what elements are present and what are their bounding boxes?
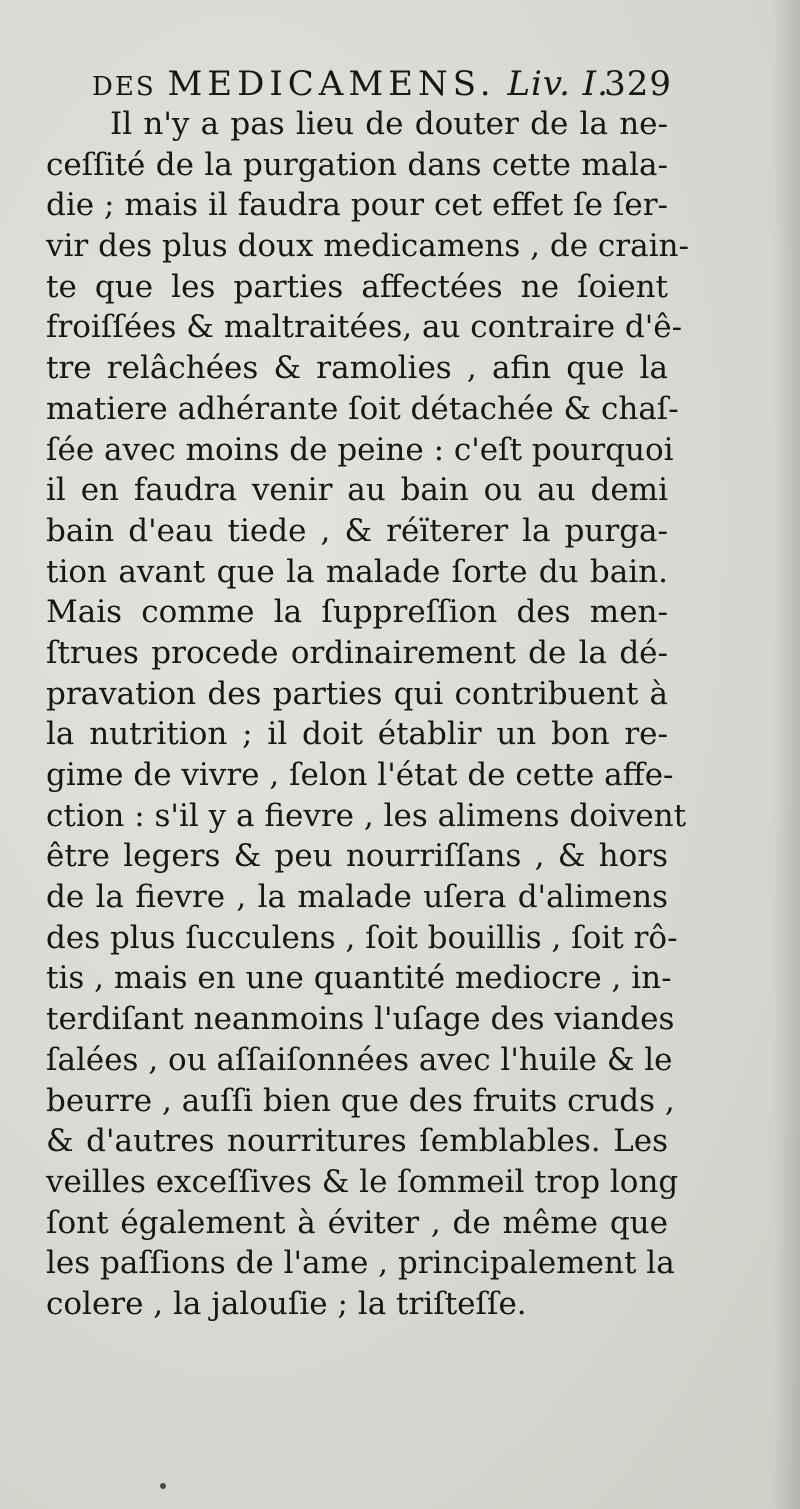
text-line: Il n'y a pas lieu de douter de la ne- <box>110 106 668 142</box>
running-head <box>92 64 672 104</box>
text-line: & d'autres nourritures ſemblables. Les <box>46 1123 668 1160</box>
running-head-title: MEDICAMENS. <box>167 64 496 104</box>
text-line: il en faudra venir au bain ou au demi <box>46 472 668 509</box>
text-line: Mais comme la ſuppreſſion des men- <box>46 594 668 631</box>
text-line: veilles exceſſives & le ſommeil trop long <box>46 1163 679 1200</box>
text-line: la nutrition ; il doit établir un bon re- <box>46 716 668 753</box>
text-line: les paſſions de l'ame , principalement la <box>46 1245 675 1282</box>
text-line: tre relâchées & ramolies , afin que la <box>46 350 668 387</box>
page-number: 329 <box>604 64 672 104</box>
text-line: ſalées , ou aſſaiſonnées avec l'huile & le <box>46 1041 673 1078</box>
text-line: pravation des parties qui contribuent à <box>46 675 668 712</box>
text-line: tion avant que la malade ſorte du bain. <box>46 553 668 590</box>
text-line: ſée avec moins de peine : c'eſt pourquoi <box>46 431 674 468</box>
text-line: être legers & peu nourriſſans , & hors <box>46 838 668 875</box>
text-line: tis , mais en une quantité mediocre , in- <box>46 960 672 997</box>
text-line: de la fievre , la malade uſera d'alimens <box>46 879 668 916</box>
text-line: froiſſées & maltraitées, au contraire d'ê- <box>46 309 683 346</box>
text-line: vir des plus doux medicamens , de crain- <box>46 228 689 265</box>
text-line: matiere adhérante ſoit détachée & chaſ- <box>46 390 679 427</box>
text-line: terdiſant neanmoins l'uſage des viandes <box>46 1001 675 1038</box>
running-head-lead: DES <box>92 72 156 102</box>
text-line: te que les parties affectées ne ſoient <box>46 268 668 305</box>
text-line: ſtrues procede ordinairement de la dé- <box>46 634 668 671</box>
text-line: ceſſité de la purgation dans cette mala- <box>46 146 668 183</box>
body-text <box>46 104 689 1325</box>
page-edge-shadow <box>772 0 800 1509</box>
text-line: ction : s'il y a fievre , les alimens doivent <box>46 797 687 834</box>
text-line: bain d'eau tiede , & réïterer la purga- <box>46 512 668 549</box>
text-line: des plus ſucculens , ſoit bouillis , ſoit rô- <box>46 919 678 956</box>
text-line: ſont également à éviter , de même que <box>46 1204 668 1241</box>
running-head-book: Liv. I. <box>507 64 609 104</box>
text-line: beurre , auſſi bien que des fruits cruds , <box>46 1082 675 1119</box>
text-line: colere , la jalouſie ; la triſteſſe. <box>46 1285 527 1322</box>
ink-speck <box>160 1483 166 1489</box>
text-line: gime de vivre , ſelon l'état de cette affe- <box>46 757 674 793</box>
text-line: die ; mais il faudra pour cet effet ſe ſer- <box>46 187 668 224</box>
